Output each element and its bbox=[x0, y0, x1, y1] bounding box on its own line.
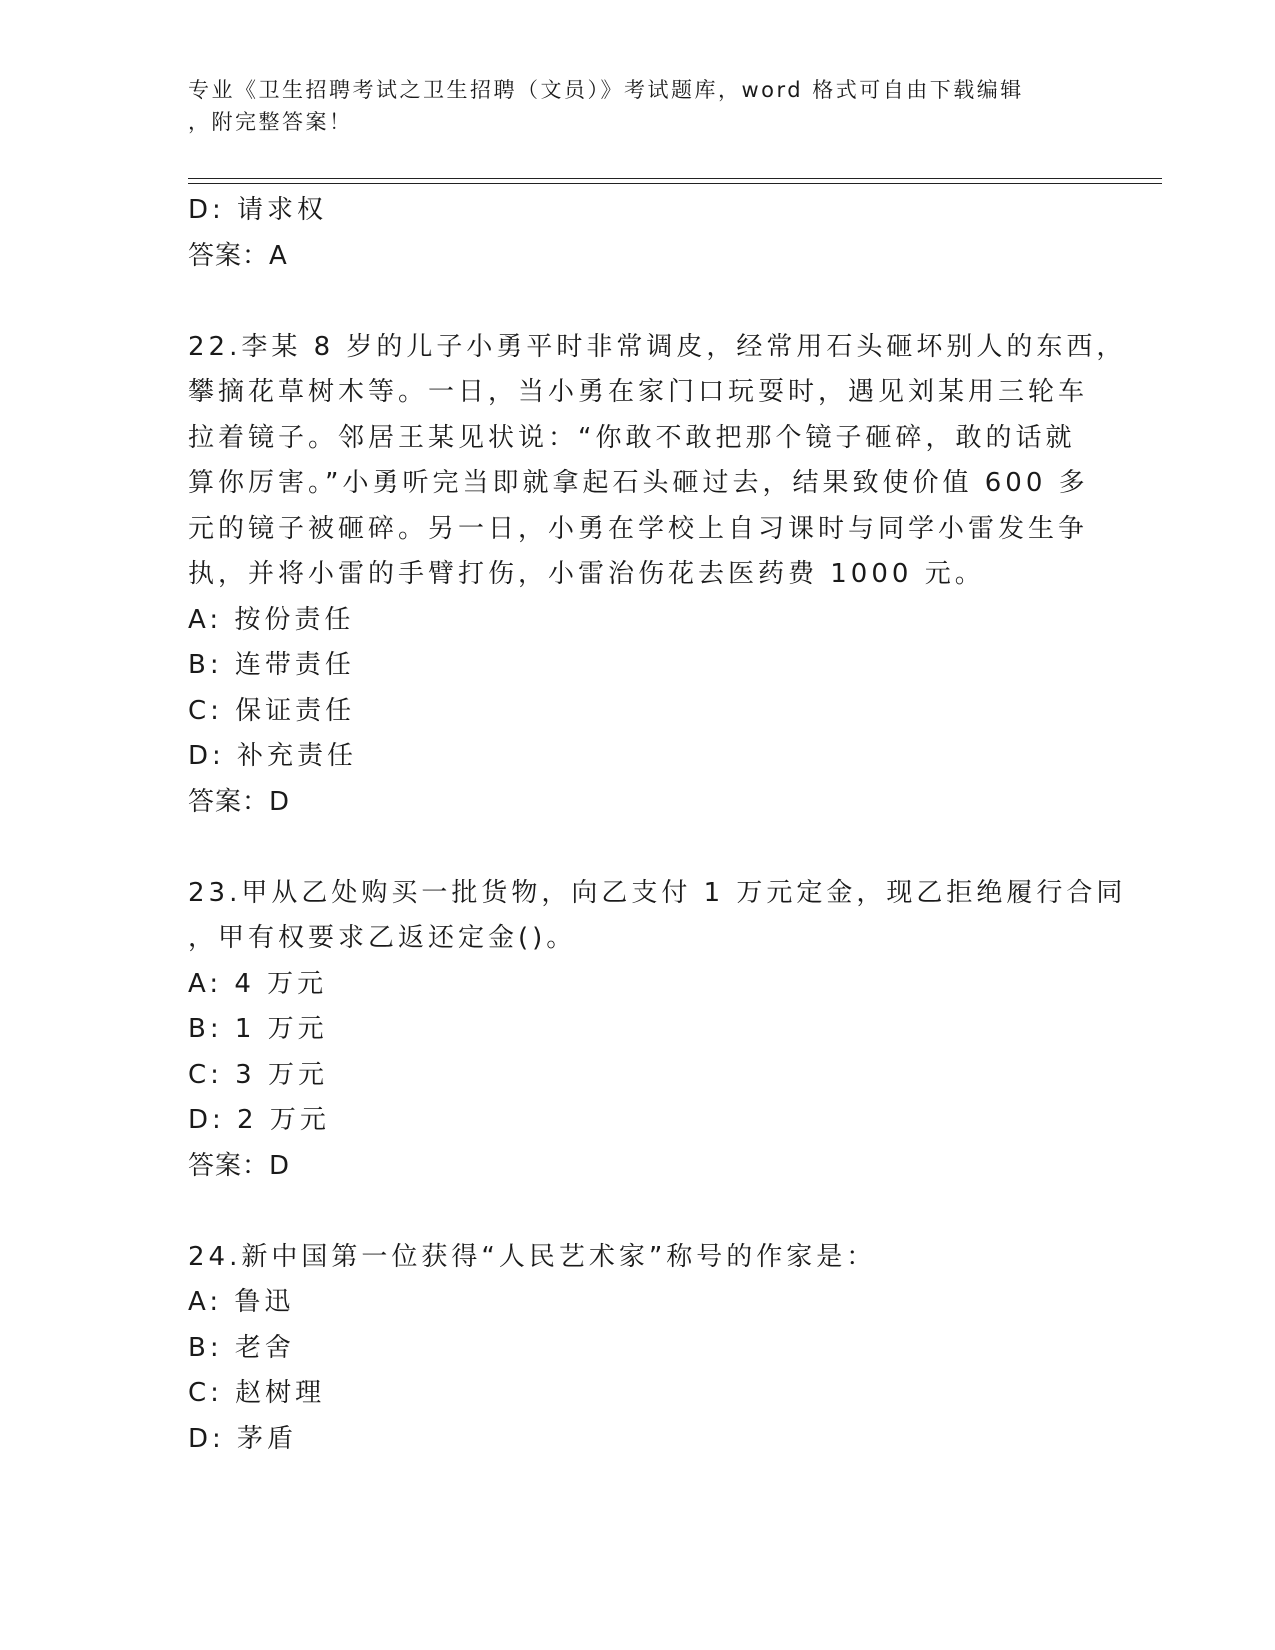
question-stem-line: ，甲有权要求乙返还定金()。 bbox=[188, 923, 577, 953]
spacer bbox=[188, 279, 1088, 325]
document-body bbox=[188, 188, 1127, 1462]
previous-question-tail bbox=[188, 188, 1088, 279]
header-line-2: ，附完整答案！ bbox=[188, 110, 353, 134]
question-stem-line: 22.李某 8 岁的儿子小勇平时非常调皮，经常用石头砸坏别人的东西， bbox=[188, 331, 1127, 362]
answer: 答案：D bbox=[188, 1150, 291, 1181]
option-b: B: 1 万元 bbox=[188, 1014, 328, 1044]
option-d: D: 补充责任 bbox=[188, 741, 358, 771]
answer: 答案：A bbox=[188, 240, 288, 271]
question-stem-line: 算你厉害。”小勇听完当即就拿起石头砸过去，结果致使价值 600 多 bbox=[188, 468, 1089, 498]
answer: 答案：D bbox=[188, 786, 291, 817]
option-d: D: 茅盾 bbox=[188, 1423, 298, 1454]
page-header bbox=[188, 74, 1088, 138]
question-stem-line: 攀摘花草树木等。一日，当小勇在家门口玩耍时，遇见刘某用三轮车 bbox=[188, 377, 1089, 407]
spacer bbox=[188, 1189, 1088, 1235]
option-c: C: 3 万元 bbox=[188, 1059, 328, 1090]
question-22 bbox=[188, 325, 1127, 826]
question-23 bbox=[188, 871, 1127, 1190]
question-stem-line: 元的镜子被砸碎。另一日，小勇在学校上自习课时与同学小雷发生争 bbox=[188, 513, 1089, 544]
option-a: A: 鲁迅 bbox=[188, 1287, 295, 1317]
option-a: A: 按份责任 bbox=[188, 604, 355, 635]
option-c: C: 保证责任 bbox=[188, 695, 356, 726]
question-stem-line: 执，并将小雷的手臂打伤，小雷治伤花去医药费 1000 元。 bbox=[188, 559, 985, 589]
header-line-1: 专业《卫生招聘考试之卫生招聘（文员）》考试题库，word 格式可自由下载编辑 bbox=[188, 78, 1024, 102]
option-a: A: 4 万元 bbox=[188, 968, 328, 999]
header-divider bbox=[188, 178, 1162, 184]
option-d: D: 请求权 bbox=[188, 195, 328, 225]
question-stem-line: 拉着镜子。邻居王某见状说：“你敢不敢把那个镜子砸碎，敢的话就 bbox=[188, 422, 1076, 453]
question-stem-line: 24.新中国第一位获得“人民艺术家”称号的作家是： bbox=[188, 1241, 877, 1272]
question-stem-line: 23.甲从乙处购买一批货物，向乙支付 1 万元定金，现乙拒绝履行合同 bbox=[188, 877, 1127, 908]
option-b: B: 老舍 bbox=[188, 1332, 295, 1363]
option-c: C: 赵树理 bbox=[188, 1378, 326, 1408]
question-24 bbox=[188, 1235, 1088, 1463]
option-b: B: 连带责任 bbox=[188, 650, 355, 680]
spacer bbox=[188, 825, 1088, 871]
option-d: D: 2 万元 bbox=[188, 1105, 330, 1135]
